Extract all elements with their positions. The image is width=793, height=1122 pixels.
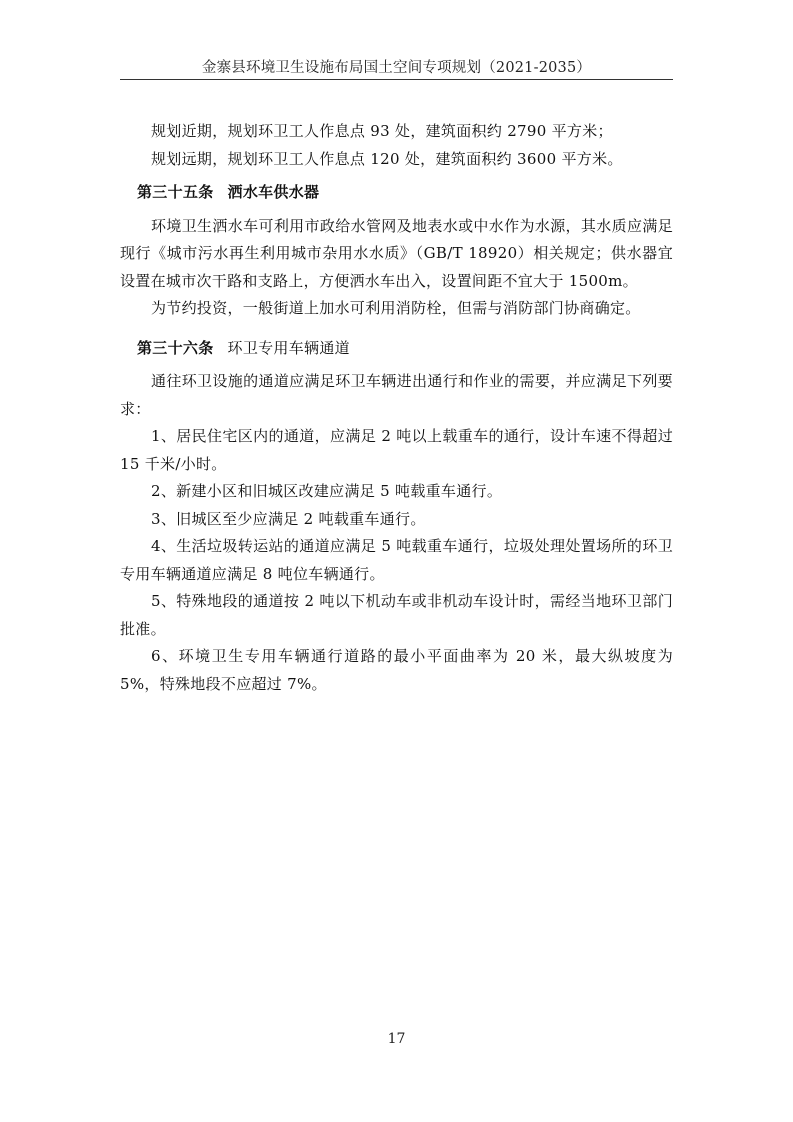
article-36-number: 第三十六条 <box>137 338 214 357</box>
article-35-title: 洒水车供水器 <box>227 183 320 201</box>
article-36-item-5: 5、特殊地段的通道按 2 吨以下机动车或非机动车设计时，需经当地环卫部门批准。 <box>120 592 673 638</box>
intro-paragraph-near-term: 规划近期，规划环卫工人作息点 93 处，建筑面积约 2790 平方米； <box>151 122 613 140</box>
document-body <box>120 118 673 698</box>
page-header: 金寨县环境卫生设施布局国土空间专项规划（2021-2035） <box>201 60 592 76</box>
article-36-paragraph-intro: 通往环卫设施的通道应满足环卫车辆进出通行和作业的需要，并应满足下列要求： <box>120 372 673 418</box>
article-36-title: 环卫专用车辆通道 <box>227 338 350 357</box>
article-35-paragraph-hydrant: 为节约投资，一般街道上加水可利用消防栓，但需与消防部门协商确定。 <box>151 299 641 317</box>
article-36-item-3: 3、旧城区至少应满足 2 吨载重车通行。 <box>151 509 426 528</box>
article-36-item-6: 6、环境卫生专用车辆通行道路的最小平面曲率为 20 米，最大纵坡度为 5%，特殊地段不应超过 7%。 <box>120 647 673 693</box>
article-36-item-2: 2、新建小区和旧城区改建应满足 5 吨载重车通行。 <box>151 482 503 500</box>
article-35-heading <box>120 179 673 207</box>
page-number: 17 <box>387 1031 406 1047</box>
intro-paragraph-long-term: 规划远期，规划环卫工人作息点 120 处，建筑面积约 3600 平方米。 <box>151 149 623 168</box>
article-35-paragraph-water-source: 环境卫生洒水车可利用市政给水管网及地表水或中水作为水源，其水质应满足现行《城市污水再生利用城市杂用水水质》（GB/T 18920）相关规定；供水器宜设置在城市次干路和支路上，方便洒水车出入，设置间距不宜大于 1500m。 <box>120 216 673 290</box>
article-36-heading <box>120 335 673 363</box>
article-36-item-1: 1、居民住宅区内的通道，应满足 2 吨以上载重车的通行，设计车速不得超过 15 千米/小时。 <box>120 427 673 473</box>
article-36-item-4: 4、生活垃圾转运站的通道应满足 5 吨载重车通行，垃圾处理处置场所的环卫专用车辆通道应满足 8 吨位车辆通行。 <box>120 537 673 583</box>
header-divider <box>120 79 673 80</box>
article-35-number: 第三十五条 <box>137 183 214 201</box>
